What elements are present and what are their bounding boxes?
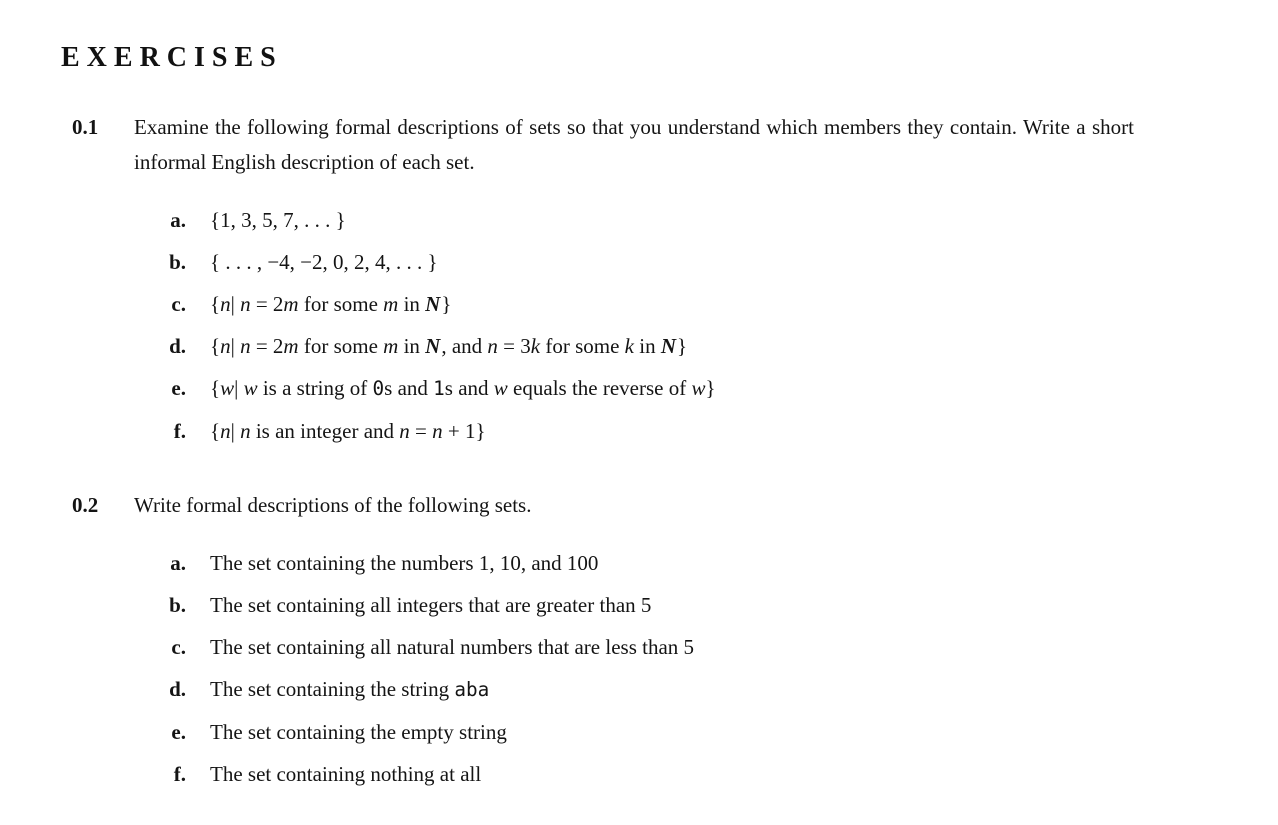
item-label: f.: [173, 762, 186, 786]
item-label: a.: [170, 208, 186, 232]
item-label: d.: [169, 677, 186, 701]
exercise-0-1: [0, 110, 1278, 452]
item-label: c.: [171, 635, 186, 659]
item-text: The set containing the string aba: [210, 677, 490, 701]
exercise-content: [134, 488, 1134, 795]
item-text: The set containing all natural numbers that are less than 5: [210, 635, 695, 659]
item-label: e.: [171, 720, 186, 744]
exercise-item: [134, 283, 1134, 325]
exercise-item: [134, 367, 1134, 410]
item-text: The set containing the empty string: [210, 720, 507, 744]
item-label: e.: [171, 376, 186, 400]
exercise-item: [134, 410, 1134, 452]
exercise-item: [134, 199, 1134, 241]
exercise-item-list: [134, 542, 1134, 795]
exercise-item: [134, 668, 1134, 711]
item-text: The set containing the numbers 1, 10, and 100: [210, 551, 599, 575]
exercise-item: [134, 626, 1134, 668]
item-text: {n| n is an integer and n = n + 1}: [210, 419, 486, 443]
item-text: The set containing all integers that are greater than 5: [210, 593, 652, 617]
item-label: c.: [171, 292, 186, 316]
exercise-content: [134, 110, 1134, 452]
exercise-prompt: Write formal descriptions of the following sets.: [134, 493, 532, 517]
exercise-item: [134, 325, 1134, 367]
item-label: f.: [173, 419, 186, 443]
exercise-item: [134, 542, 1134, 584]
exercise-item: [134, 241, 1134, 283]
item-text: {n| n = 2m for some m in N}: [210, 292, 452, 316]
item-text: The set containing nothing at all: [210, 762, 482, 786]
exercise-item: [134, 711, 1134, 753]
exercises-heading: EXERCISES: [61, 42, 283, 73]
item-text: { . . . , −4, −2, 0, 2, 4, . . . }: [210, 250, 438, 274]
item-label: b.: [169, 593, 186, 617]
item-text: {1, 3, 5, 7, . . . }: [210, 208, 346, 232]
exercise-item-list: [134, 199, 1134, 452]
item-label: d.: [169, 334, 186, 358]
exercise-prompt: Examine the following formal descriptions of sets so that you understand which members they contain. Write a short informal English description of each set.: [134, 115, 1134, 174]
exercise-number: 0.2: [72, 493, 99, 517]
item-text: {n| n = 2m for some m in N, and n = 3k for some k in N}: [210, 334, 688, 358]
item-label: b.: [169, 250, 186, 274]
exercise-item: [134, 753, 1134, 795]
item-text: {w| w is a string of 0s and 1s and w equals the reverse of w}: [210, 376, 716, 400]
item-label: a.: [170, 551, 186, 575]
exercise-item: [134, 584, 1134, 626]
exercise-number: 0.1: [72, 115, 99, 139]
exercise-0-2: [0, 488, 1278, 795]
